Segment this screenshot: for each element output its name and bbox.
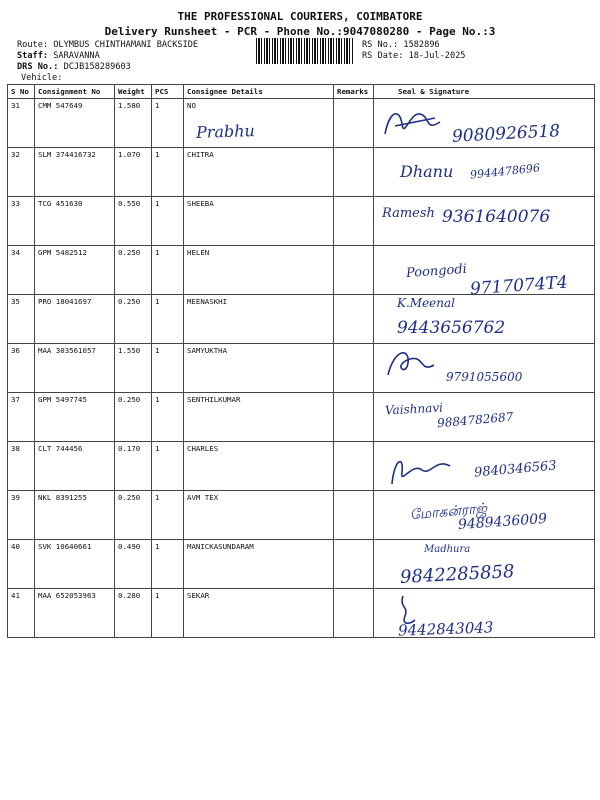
cell-pcs: 1: [152, 393, 184, 442]
cell-weight: 0.490: [115, 540, 152, 589]
cell-remarks: [334, 442, 374, 491]
cell-consignee: SENTHILKUMAR: [184, 393, 334, 442]
cell-pcs: 1: [152, 442, 184, 491]
route-text: Route: OLYMBUS CHINTHAMANI BACKSIDE: [17, 40, 199, 50]
vehicle-text: Vehicle:: [21, 73, 63, 83]
handwritten-phone: 9489436009: [457, 510, 548, 534]
cell-sno: 41: [8, 589, 35, 638]
cell-consignment: SVK 10640661: [35, 540, 115, 589]
handwritten-phone: 9791055600: [446, 370, 523, 384]
cell-remarks: [334, 148, 374, 197]
handwritten-phone: 9443656762: [397, 318, 506, 338]
col-sno: S No: [8, 85, 35, 99]
cell-weight: 0.250: [115, 393, 152, 442]
signature-scribble: [380, 345, 440, 383]
col-weight: Weight: [115, 85, 152, 99]
handwritten-phone: 9884782687: [436, 409, 514, 431]
staff-value: SARAVANNA: [53, 51, 100, 61]
signature-scribble: [393, 594, 423, 630]
cell-remarks: [334, 197, 374, 246]
cell-consignee: NO: [184, 99, 334, 148]
handwritten-phone: 9361640076: [442, 207, 551, 227]
staff-text: [17, 51, 100, 61]
rs-date: RS Date: 18-Jul-2025: [362, 51, 466, 61]
col-consignment: Consignment No: [35, 85, 115, 99]
cell-pcs: 1: [152, 148, 184, 197]
cell-weight: 0.250: [115, 246, 152, 295]
handwritten-name: மோகன்ராஜ்: [409, 500, 488, 524]
drs-text: [17, 62, 131, 72]
handwritten-name: Ramesh: [382, 206, 435, 221]
col-remarks: Remarks: [334, 85, 374, 99]
col-signature: Seal & Signature: [374, 85, 595, 99]
cell-consignee: MEENASKHI: [184, 295, 334, 344]
cell-sno: 34: [8, 246, 35, 295]
cell-weight: 0.170: [115, 442, 152, 491]
cell-remarks: [334, 589, 374, 638]
cell-weight: 0.250: [115, 295, 152, 344]
cell-weight: 1.550: [115, 344, 152, 393]
handwritten-phone: 9717074T4: [469, 272, 569, 300]
cell-pcs: 1: [152, 589, 184, 638]
handwritten-name: Vaishnavi: [384, 400, 444, 418]
cell-consignment: SLM 374416732: [35, 148, 115, 197]
table-row: [8, 295, 595, 344]
cell-sno: 38: [8, 442, 35, 491]
drs-value: DCJB158289603: [63, 62, 131, 72]
handwritten-phone: 9842285858: [399, 561, 516, 588]
cell-consignment: GPM 5482512: [35, 246, 115, 295]
cell-pcs: 1: [152, 540, 184, 589]
handwritten-phone: 9080926518: [451, 121, 561, 147]
cell-consignee: SAMYUKTHA: [184, 344, 334, 393]
runsheet-subtitle: Delivery Runsheet - PCR - Phone No.:9047080280 - Page No.:3: [104, 25, 496, 38]
handwritten-name: Poongodi: [405, 261, 468, 282]
table-row: [8, 589, 595, 638]
cell-sno: 33: [8, 197, 35, 246]
cell-consignment: TCG 451630: [35, 197, 115, 246]
cell-pcs: 1: [152, 246, 184, 295]
cell-consignment: NKL 8391255: [35, 491, 115, 540]
table-row: [8, 344, 595, 393]
cell-sno: 31: [8, 99, 35, 148]
cell-pcs: 1: [152, 491, 184, 540]
cell-consignment: CLT 744456: [35, 442, 115, 491]
cell-consignee: CHITRA: [184, 148, 334, 197]
drs-label: DRS No.:: [17, 62, 64, 72]
signature-scribble: [386, 450, 456, 490]
handwritten-phone: 9442843043: [397, 618, 494, 640]
col-pcs: PCS: [152, 85, 184, 99]
cell-consignee: CHARLES: [184, 442, 334, 491]
handwritten-name: Dhanu: [400, 162, 454, 181]
cell-remarks: [334, 99, 374, 148]
cell-remarks: [334, 491, 374, 540]
handwritten-name: Madhura: [424, 544, 471, 555]
handwritten-name: Prabhu: [195, 120, 256, 143]
handwritten-phone: 9840346563: [473, 458, 558, 481]
staff-label: Staff:: [17, 51, 54, 61]
cell-consignee: SEKAR: [184, 589, 334, 638]
cell-remarks: [334, 295, 374, 344]
cell-pcs: 1: [152, 197, 184, 246]
cell-consignment: MAA 303561057: [35, 344, 115, 393]
cell-consignment: CMM 547649: [35, 99, 115, 148]
cell-sno: 37: [8, 393, 35, 442]
cell-sno: 35: [8, 295, 35, 344]
cell-remarks: [334, 540, 374, 589]
cell-remarks: [334, 344, 374, 393]
cell-weight: 0.280: [115, 589, 152, 638]
cell-remarks: [334, 246, 374, 295]
col-consignee: Consignee Details: [184, 85, 334, 99]
cell-sno: 36: [8, 344, 35, 393]
cell-pcs: 1: [152, 99, 184, 148]
handwritten-phone: 9944478696: [469, 161, 541, 182]
cell-consignee: MANICKASUNDARAM: [184, 540, 334, 589]
cell-consignment: PRO 18041697: [35, 295, 115, 344]
cell-consignee: HELEN: [184, 246, 334, 295]
cell-sno: 40: [8, 540, 35, 589]
table-body: [8, 99, 595, 638]
cell-consignment: GPM 5497745: [35, 393, 115, 442]
cell-weight: 0.250: [115, 491, 152, 540]
cell-pcs: 1: [152, 344, 184, 393]
cell-sno: 39: [8, 491, 35, 540]
signature-scribble: [380, 104, 450, 144]
cell-pcs: 1: [152, 295, 184, 344]
barcode: [256, 38, 354, 64]
cell-weight: 1.070: [115, 148, 152, 197]
cell-weight: 1.580: [115, 99, 152, 148]
cell-consignee: AVM TEX: [184, 491, 334, 540]
company-title: THE PROFESSIONAL COURIERS, COIMBATORE: [177, 10, 423, 23]
cell-remarks: [334, 393, 374, 442]
cell-weight: 0.550: [115, 197, 152, 246]
cell-sno: 32: [8, 148, 35, 197]
rs-no: RS No.: 1582896: [362, 40, 440, 50]
cell-consignment: MAA 652053963: [35, 589, 115, 638]
table-header-row: [8, 85, 595, 99]
cell-consignee: SHEEBA: [184, 197, 334, 246]
handwritten-name: K.Meenal: [397, 296, 455, 310]
